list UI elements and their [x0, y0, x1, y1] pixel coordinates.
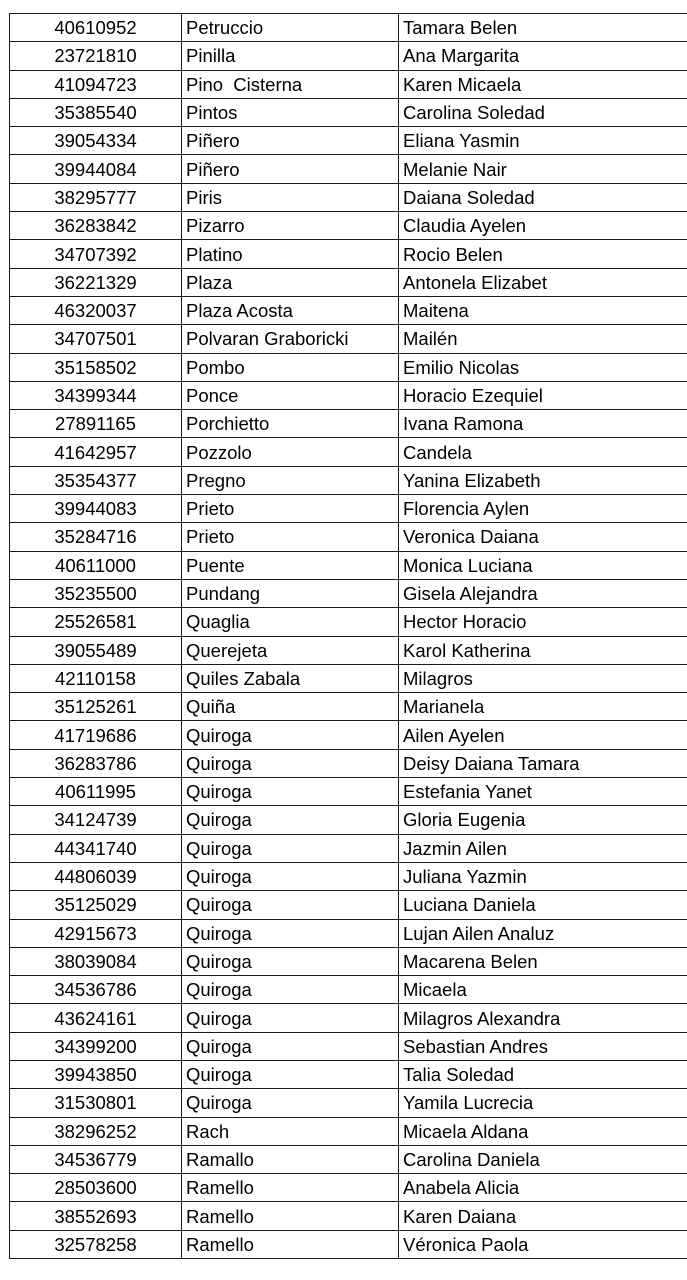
- table-row: [10, 1060, 687, 1088]
- table-row: [10, 14, 687, 42]
- table-row: [10, 42, 687, 70]
- table-row: [10, 806, 687, 834]
- dni-cell: 35125261: [10, 693, 182, 721]
- given-name-cell: Eliana Yasmin: [399, 127, 687, 155]
- given-name-cell: Sebastian Andres: [399, 1032, 687, 1060]
- dni-cell: 34536779: [10, 1145, 182, 1173]
- surname-cell: Quaglia: [182, 608, 399, 636]
- given-name-cell: Gisela Alejandra: [399, 579, 687, 607]
- table-row: [10, 438, 687, 466]
- dni-cell: 36283842: [10, 212, 182, 240]
- given-name-cell: Véronica Paola: [399, 1230, 687, 1258]
- dni-cell: 38296252: [10, 1117, 182, 1145]
- table-row: [10, 212, 687, 240]
- dni-cell: 36221329: [10, 268, 182, 296]
- dni-cell: 43624161: [10, 1004, 182, 1032]
- given-name-cell: Talia Soledad: [399, 1060, 687, 1088]
- surname-cell: Quiroga: [182, 721, 399, 749]
- surname-cell: Ramello: [182, 1230, 399, 1258]
- surname-cell: Ponce: [182, 381, 399, 409]
- dni-cell: 35354377: [10, 466, 182, 494]
- surname-cell: Querejeta: [182, 636, 399, 664]
- given-name-cell: Estefania Yanet: [399, 778, 687, 806]
- given-name-cell: Monica Luciana: [399, 551, 687, 579]
- given-name-cell: Jazmin Ailen: [399, 834, 687, 862]
- dni-cell: 39055489: [10, 636, 182, 664]
- dni-cell: 34399200: [10, 1032, 182, 1060]
- table-row: [10, 353, 687, 381]
- dni-cell: 44341740: [10, 834, 182, 862]
- dni-cell: 34707392: [10, 240, 182, 268]
- given-name-cell: Marianela: [399, 693, 687, 721]
- given-name-cell: Yamila Lucrecia: [399, 1089, 687, 1117]
- given-name-cell: Horacio Ezequiel: [399, 381, 687, 409]
- given-name-cell: Micaela: [399, 976, 687, 1004]
- given-name-cell: Mailén: [399, 325, 687, 353]
- given-name-cell: Ana Margarita: [399, 42, 687, 70]
- surname-cell: Piris: [182, 183, 399, 211]
- surname-cell: Piñero: [182, 155, 399, 183]
- table-row: [10, 551, 687, 579]
- surname-cell: Quiroga: [182, 1060, 399, 1088]
- dni-cell: 35385540: [10, 98, 182, 126]
- given-name-cell: Luciana Daniela: [399, 891, 687, 919]
- given-name-cell: Tamara Belen: [399, 14, 687, 42]
- table-row: [10, 381, 687, 409]
- surname-cell: Piñero: [182, 127, 399, 155]
- dni-cell: 27891165: [10, 410, 182, 438]
- dni-cell: 35125029: [10, 891, 182, 919]
- table-row: [10, 1230, 687, 1258]
- table-row: [10, 636, 687, 664]
- surname-cell: Pino Cisterna: [182, 70, 399, 98]
- table-row: [10, 1117, 687, 1145]
- surname-cell: Pintos: [182, 98, 399, 126]
- surname-cell: Quiroga: [182, 806, 399, 834]
- surname-cell: Plaza: [182, 268, 399, 296]
- table-row: [10, 721, 687, 749]
- dni-cell: 36283786: [10, 749, 182, 777]
- dni-cell: 32578258: [10, 1230, 182, 1258]
- table-row: [10, 325, 687, 353]
- dni-cell: 40611995: [10, 778, 182, 806]
- surname-cell: Polvaran Graboricki: [182, 325, 399, 353]
- surname-cell: Quiroga: [182, 1032, 399, 1060]
- surname-cell: Pregno: [182, 466, 399, 494]
- given-name-cell: Hector Horacio: [399, 608, 687, 636]
- given-name-cell: Florencia Aylen: [399, 495, 687, 523]
- table-row: [10, 296, 687, 324]
- given-name-cell: Carolina Soledad: [399, 98, 687, 126]
- surname-cell: Platino: [182, 240, 399, 268]
- dni-cell: 42915673: [10, 919, 182, 947]
- dni-cell: 41642957: [10, 438, 182, 466]
- table-row: [10, 976, 687, 1004]
- dni-cell: 35235500: [10, 579, 182, 607]
- dni-cell: 39943850: [10, 1060, 182, 1088]
- table-row: [10, 1089, 687, 1117]
- given-name-cell: Lujan Ailen Analuz: [399, 919, 687, 947]
- table-row: [10, 523, 687, 551]
- dni-cell: 38039084: [10, 947, 182, 975]
- table-row: [10, 891, 687, 919]
- dni-cell: 28503600: [10, 1174, 182, 1202]
- dni-cell: 34536786: [10, 976, 182, 1004]
- given-name-cell: Claudia Ayelen: [399, 212, 687, 240]
- table-row: [10, 947, 687, 975]
- given-name-cell: Melanie Nair: [399, 155, 687, 183]
- given-name-cell: Juliana Yazmin: [399, 862, 687, 890]
- dni-cell: 42110158: [10, 664, 182, 692]
- given-name-cell: Karen Daiana: [399, 1202, 687, 1230]
- given-name-cell: Macarena Belen: [399, 947, 687, 975]
- dni-cell: 41094723: [10, 70, 182, 98]
- dni-cell: 40610952: [10, 14, 182, 42]
- surname-cell: Quiña: [182, 693, 399, 721]
- surname-cell: Porchietto: [182, 410, 399, 438]
- table-row: [10, 155, 687, 183]
- given-name-cell: Micaela Aldana: [399, 1117, 687, 1145]
- surname-cell: Prieto: [182, 495, 399, 523]
- table-row: [10, 664, 687, 692]
- surname-cell: Quiroga: [182, 976, 399, 1004]
- given-name-cell: Candela: [399, 438, 687, 466]
- surname-cell: Quiles Zabala: [182, 664, 399, 692]
- dni-cell: 39944083: [10, 495, 182, 523]
- given-name-cell: Gloria Eugenia: [399, 806, 687, 834]
- dni-cell: 46320037: [10, 296, 182, 324]
- surname-cell: Quiroga: [182, 919, 399, 947]
- given-name-cell: Emilio Nicolas: [399, 353, 687, 381]
- surname-cell: Quiroga: [182, 778, 399, 806]
- table-row: [10, 410, 687, 438]
- dni-cell: 39054334: [10, 127, 182, 155]
- table-row: [10, 268, 687, 296]
- table-row: [10, 183, 687, 211]
- given-name-cell: Milagros: [399, 664, 687, 692]
- given-name-cell: Karen Micaela: [399, 70, 687, 98]
- dni-cell: 34707501: [10, 325, 182, 353]
- dni-cell: 38295777: [10, 183, 182, 211]
- surname-cell: Ramallo: [182, 1145, 399, 1173]
- table-row: [10, 466, 687, 494]
- dni-cell: 41719686: [10, 721, 182, 749]
- dni-cell: 25526581: [10, 608, 182, 636]
- dni-cell: 31530801: [10, 1089, 182, 1117]
- table-row: [10, 579, 687, 607]
- given-name-cell: Ailen Ayelen: [399, 721, 687, 749]
- table-row: [10, 495, 687, 523]
- surname-cell: Quiroga: [182, 749, 399, 777]
- table-row: [10, 862, 687, 890]
- given-name-cell: Ivana Ramona: [399, 410, 687, 438]
- table-row: [10, 98, 687, 126]
- given-name-cell: Milagros Alexandra: [399, 1004, 687, 1032]
- given-name-cell: Rocio Belen: [399, 240, 687, 268]
- dni-cell: 44806039: [10, 862, 182, 890]
- table-row: [10, 70, 687, 98]
- surname-cell: Pizarro: [182, 212, 399, 240]
- dni-cell: 34124739: [10, 806, 182, 834]
- dni-cell: 38552693: [10, 1202, 182, 1230]
- name-list-table: [9, 13, 687, 1259]
- surname-cell: Quiroga: [182, 1089, 399, 1117]
- table-row: [10, 1145, 687, 1173]
- given-name-cell: Daiana Soledad: [399, 183, 687, 211]
- surname-cell: Quiroga: [182, 891, 399, 919]
- given-name-cell: Deisy Daiana Tamara: [399, 749, 687, 777]
- table-row: [10, 1004, 687, 1032]
- table-row: [10, 127, 687, 155]
- surname-cell: Pundang: [182, 579, 399, 607]
- dni-cell: 35284716: [10, 523, 182, 551]
- table-row: [10, 693, 687, 721]
- table-row: [10, 1202, 687, 1230]
- surname-cell: Rach: [182, 1117, 399, 1145]
- given-name-cell: Maitena: [399, 296, 687, 324]
- given-name-cell: Yanina Elizabeth: [399, 466, 687, 494]
- surname-cell: Prieto: [182, 523, 399, 551]
- dni-cell: 34399344: [10, 381, 182, 409]
- surname-cell: Pozzolo: [182, 438, 399, 466]
- given-name-cell: Anabela Alicia: [399, 1174, 687, 1202]
- table-row: [10, 1174, 687, 1202]
- dni-cell: 23721810: [10, 42, 182, 70]
- surname-cell: Quiroga: [182, 1004, 399, 1032]
- surname-cell: Ramello: [182, 1174, 399, 1202]
- surname-cell: Ramello: [182, 1202, 399, 1230]
- table-row: [10, 834, 687, 862]
- surname-cell: Pinilla: [182, 42, 399, 70]
- table-row: [10, 1032, 687, 1060]
- surname-cell: Quiroga: [182, 834, 399, 862]
- dni-cell: 39944084: [10, 155, 182, 183]
- surname-cell: Pombo: [182, 353, 399, 381]
- surname-cell: Quiroga: [182, 862, 399, 890]
- given-name-cell: Veronica Daiana: [399, 523, 687, 551]
- table-body: [10, 14, 687, 1259]
- given-name-cell: Antonela Elizabet: [399, 268, 687, 296]
- given-name-cell: Karol Katherina: [399, 636, 687, 664]
- table-row: [10, 608, 687, 636]
- given-name-cell: Carolina Daniela: [399, 1145, 687, 1173]
- table-row: [10, 919, 687, 947]
- table-row: [10, 749, 687, 777]
- surname-cell: Quiroga: [182, 947, 399, 975]
- surname-cell: Petruccio: [182, 14, 399, 42]
- dni-cell: 35158502: [10, 353, 182, 381]
- surname-cell: Puente: [182, 551, 399, 579]
- table-row: [10, 240, 687, 268]
- surname-cell: Plaza Acosta: [182, 296, 399, 324]
- table-row: [10, 778, 687, 806]
- dni-cell: 40611000: [10, 551, 182, 579]
